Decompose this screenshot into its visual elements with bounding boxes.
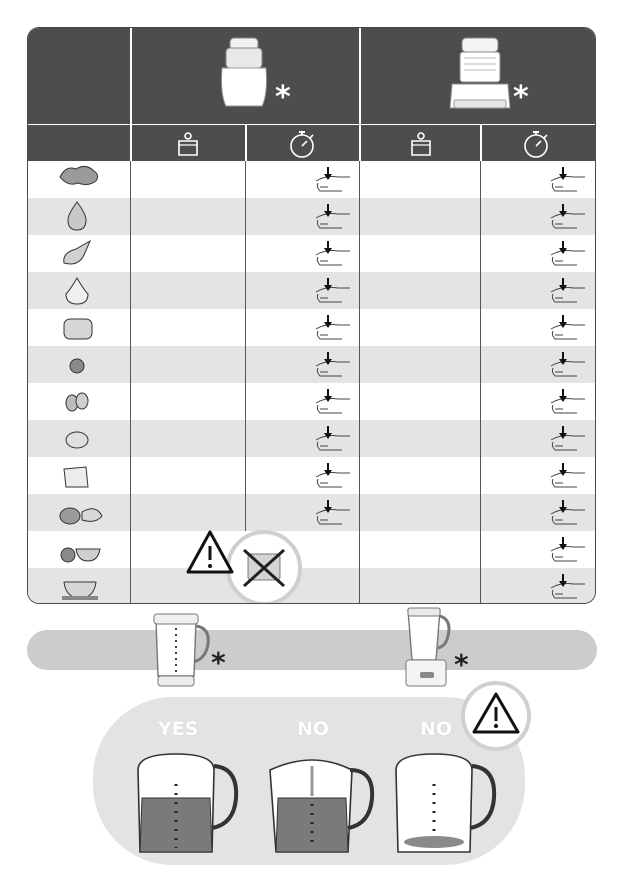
table-row [28, 309, 595, 346]
ingredient-table [27, 27, 596, 604]
accessories-band [27, 630, 597, 670]
timer-icon-2 [521, 129, 553, 161]
jug-empty [384, 748, 502, 860]
header-right-star: * [513, 80, 529, 115]
pulse-hand-icon [312, 500, 356, 533]
pulse-hand-icon [312, 204, 356, 237]
weight-icon-2 [407, 130, 435, 158]
table-row [28, 161, 595, 198]
jug-star: * [211, 646, 226, 679]
walnut-icon [56, 420, 106, 461]
table-row [28, 531, 595, 568]
meat-icon [56, 494, 106, 535]
jug-full-lid [126, 748, 244, 860]
table-row [28, 383, 595, 420]
pulse-hand-icon [547, 241, 591, 274]
chopper-base-icon [444, 34, 524, 118]
table-row [28, 235, 595, 272]
table-row [28, 272, 595, 309]
pulse-hand-icon [547, 389, 591, 422]
pulse-hand-icon [547, 278, 591, 311]
pulse-hand-icon [547, 574, 591, 604]
blender-star: * [454, 648, 469, 681]
table-row [28, 420, 595, 457]
blender-jug-icon [146, 610, 216, 692]
table-body [28, 161, 595, 604]
fruit-compote-icon [56, 531, 106, 572]
pulse-hand-icon [312, 389, 356, 422]
weight-icon [174, 130, 202, 158]
cheese-icon [56, 457, 106, 498]
jug-full-open [262, 748, 380, 860]
pulse-hand-icon [547, 537, 591, 570]
pulse-hand-icon [547, 426, 591, 459]
pulse-hand-icon [547, 167, 591, 200]
pulse-hand-icon [547, 463, 591, 496]
shallot-icon [56, 235, 106, 276]
table-row [28, 568, 595, 604]
table-row [28, 457, 595, 494]
pulse-hand-icon [312, 241, 356, 274]
table-row [28, 494, 595, 531]
almonds-icon [56, 383, 106, 424]
pulse-hand-icon [312, 278, 356, 311]
pulse-hand-icon [312, 426, 356, 459]
pulse-hand-icon [312, 463, 356, 496]
pulse-hand-icon [547, 500, 591, 533]
parsley-icon [56, 161, 106, 202]
pulse-hand-icon [547, 352, 591, 385]
pulse-hand-icon [312, 352, 356, 385]
jug-label-yes: YES [158, 718, 199, 740]
soup-icon [56, 568, 106, 604]
pulse-hand-icon [312, 167, 356, 200]
pulse-hand-icon [312, 315, 356, 348]
header-left-star: * [275, 80, 291, 115]
timer-icon [287, 129, 319, 161]
pulse-hand-icon [547, 315, 591, 348]
garlic-icon [56, 272, 106, 313]
no-liquids-warning [178, 526, 308, 604]
hazelnut-icon [56, 346, 106, 387]
warning-icon [460, 680, 532, 752]
table-row [28, 198, 595, 235]
bread-icon [56, 309, 106, 350]
table-row [28, 346, 595, 383]
onion-icon [56, 198, 106, 239]
pulse-hand-icon [547, 204, 591, 237]
jug-label-no-1: NO [297, 718, 330, 740]
blender-base-icon [400, 606, 460, 690]
jug-label-no-2: NO [420, 718, 453, 740]
